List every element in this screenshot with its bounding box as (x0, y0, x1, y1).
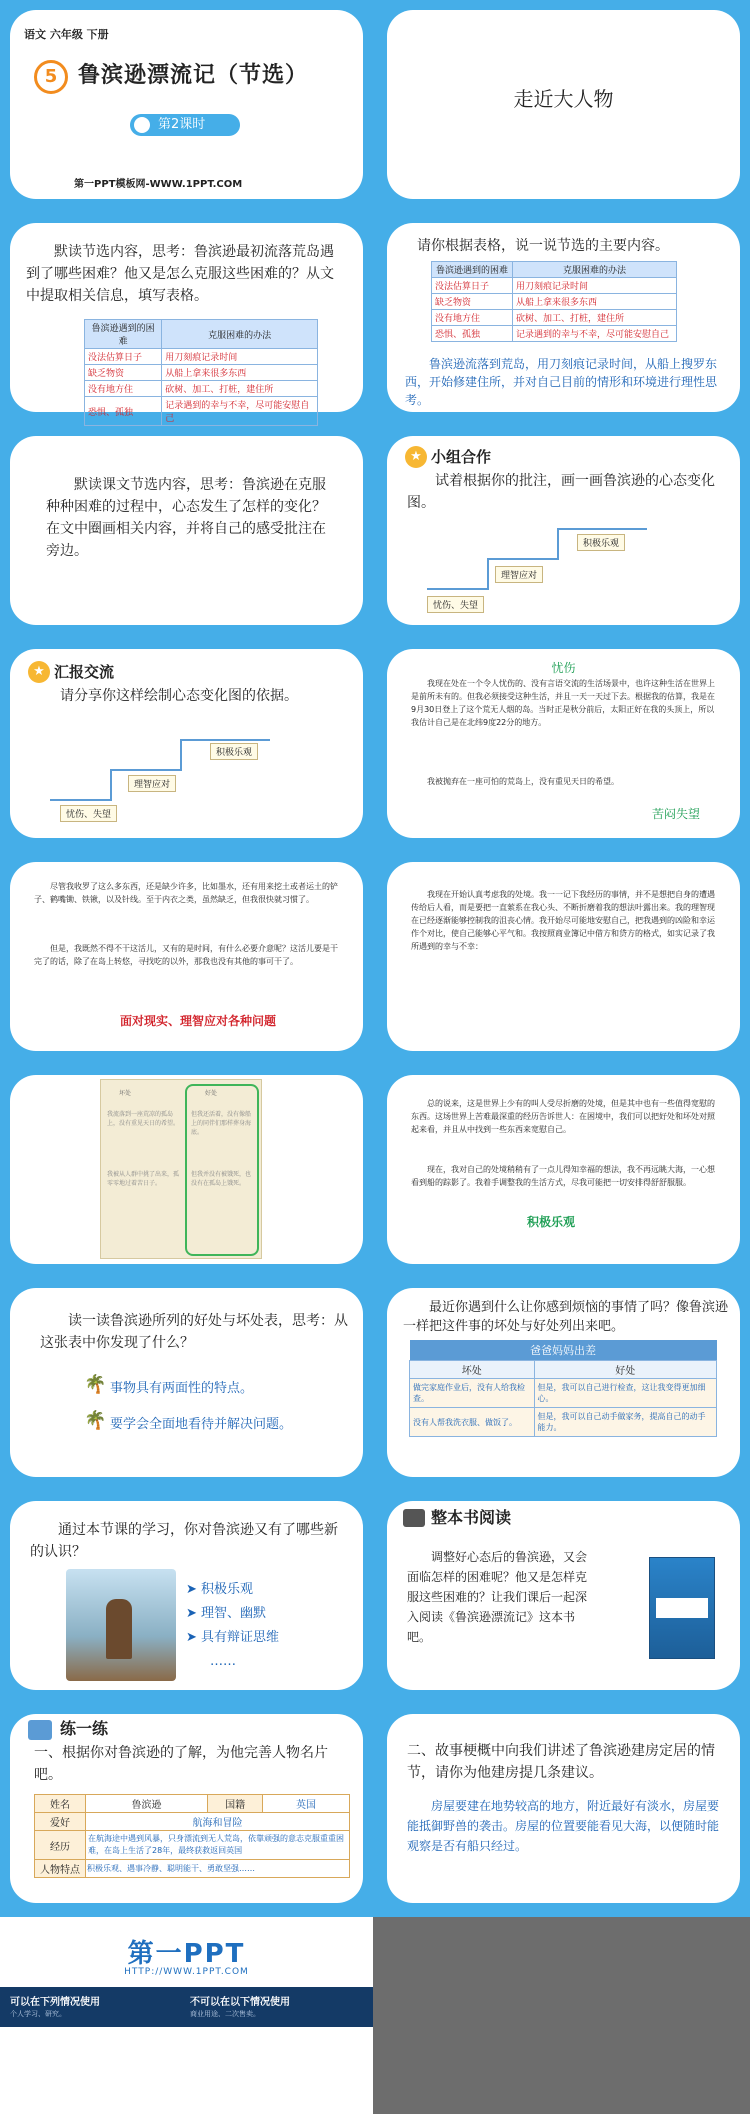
slide-14-prompt: 最近你遇到什么让你感到烦恼的事情了吗？像鲁滨逊一样把这件事的坏处与好处列出来吧。 (403, 1300, 729, 1334)
book-cell: 我流落到一座荒凉的孤岛上，没有重见天日的希望。 (107, 1111, 180, 1127)
bullet-item: 事物具有两面性的特点。 (110, 1381, 254, 1396)
annotation-tag: 积极乐观 (527, 1215, 576, 1229)
slide-14 (377, 1278, 750, 1487)
slide-15-card (10, 1501, 363, 1690)
slide-2-title: 走近大人物 (513, 87, 614, 111)
slide-11 (0, 1065, 373, 1274)
slide-3-card (10, 223, 363, 424)
mood-stair-diagram (427, 516, 667, 616)
table-cell: 用刀刻痕记录时间 (162, 349, 318, 365)
slide-13-prompt: 读一读鲁滨逊所列的好处与坏处表，思考：从这张表中你发现了什么？ (40, 1313, 348, 1351)
annotation-tag: 面对现实、理智应对各种问题 (120, 1014, 277, 1028)
table-header-row (432, 262, 677, 278)
slide-6-prompt: 试着根据你的批注，画一画鲁滨逊的心态变化图。 (407, 473, 715, 511)
table-cell: 但是，我可以自己动手做家务，提高自己的动手能力。 (534, 1408, 717, 1437)
pencil-icon (28, 1720, 52, 1740)
table-cell: 英国 (263, 1795, 350, 1813)
stair-line (487, 558, 489, 590)
pill-dot (134, 117, 150, 133)
stair-line (180, 739, 182, 771)
slide-1-card (10, 10, 363, 199)
bullet-item: 要学会全面地看待并解决问题。 (110, 1417, 293, 1432)
star-icon: ★ (405, 446, 427, 468)
table-cell: 做完家庭作业后，没有人给我检查。 (410, 1379, 535, 1408)
table-row (432, 294, 677, 310)
footer-url: HTTP://WWW.1PPT.COM (124, 1967, 249, 1977)
trait-text: 积极乐观 (201, 1582, 254, 1597)
slide-6 (377, 426, 750, 635)
slide-8-card (387, 649, 740, 838)
table-cell: 记录遇到的幸与不幸，尽可能安慰自己 (512, 326, 676, 342)
table-cell: 没法估算日子 (432, 278, 513, 294)
table-header: 好处 (534, 1361, 717, 1379)
stair-line (110, 769, 112, 801)
slide-12 (377, 1065, 750, 1274)
table-header: 鲁滨逊遇到的困难 (432, 262, 513, 278)
star-icon: ★ (28, 661, 50, 683)
slide-13 (0, 1278, 373, 1487)
lesson-title: 鲁滨逊漂流记（节选） (78, 63, 309, 88)
table-topic-row (410, 1340, 717, 1361)
slide-8 (377, 639, 750, 848)
pros-cons-table (409, 1340, 717, 1437)
table-cell: 用刀刻痕记录时间 (512, 278, 676, 294)
slide-17-question: 一、根据你对鲁滨逊的了解，为他完善人物名片吧。 (34, 1745, 328, 1783)
table-row (432, 326, 677, 342)
trait-item: ➤ 积极乐观 (186, 1582, 254, 1597)
table-row (432, 278, 677, 294)
slide-3-prompt: 默读节选内容，思考：鲁滨逊最初流落荒岛遇到了哪些困难？他又是怎么克服这些困难的？从文中提取相关信息，填写表格。 (26, 244, 334, 304)
slide-16-card (387, 1501, 740, 1690)
footer-slide (0, 1917, 373, 2114)
table-row (410, 1379, 717, 1408)
table-cell: 爱好 (35, 1813, 86, 1831)
table-row (410, 1408, 717, 1437)
stair-step: 理智应对 (128, 775, 176, 792)
slide-7-card (10, 649, 363, 838)
table-header: 克服困难的办法 (162, 320, 318, 349)
table-row (35, 1831, 350, 1860)
passage-paragraph: 尽管我收罗了这么多东西，还是缺少许多，比如墨水，还有用来挖土或者运土的铲子、鹤嘴锄、铁锹，以及针线。至于内衣之类，虽然缺乏，但我很快就习惯了。 (34, 882, 338, 904)
slide-7 (0, 639, 373, 848)
table-cell: 记录遇到的幸与不幸，尽可能安慰自己 (162, 397, 318, 426)
book-icon (403, 1509, 425, 1527)
slide-9 (0, 852, 373, 1061)
slide-8-title: 忧伤 (551, 661, 576, 675)
passage-paragraph: 但是，我既然不得不干这活儿，又有的是时间，有什么必要介意呢？这活儿要是干完了的话，除了在岛上转悠，寻找吃的以外，那我也没有其他的事可干了。 (34, 944, 338, 966)
slide-18-card (387, 1714, 740, 1903)
footer-left-sub: 个人学习、研究。 (10, 2010, 66, 2018)
blank-area (373, 1917, 750, 2114)
stair-step: 积极乐观 (577, 534, 625, 551)
slide-16-text: 调整好心态后的鲁滨逊，又会面临怎样的困难呢？他又是怎样克服这些困难的？让我们课后一起深入阅读《鲁滨逊漂流记》这本书吧。 (407, 1550, 588, 1644)
slide-9-card (10, 862, 363, 1051)
slide-16 (377, 1491, 750, 1700)
book-cover-image (649, 1557, 715, 1659)
stair-step: 忧伤、失望 (60, 805, 117, 822)
slide-6-card (387, 436, 740, 625)
stair-step: 理智应对 (495, 566, 543, 583)
slide-15-prompt: 通过本节课的学习，你对鲁滨逊又有了哪些新的认识？ (30, 1522, 338, 1560)
palm-tree-icon: 🌴 (84, 1410, 107, 1431)
table-header: 鲁滨逊遇到的困难 (85, 320, 162, 349)
slide-7-heading: 汇报交流 (54, 663, 115, 681)
table-cell: 砍树、加工、打桩，建住所 (162, 381, 318, 397)
table-cell: 没有地方住 (432, 310, 513, 326)
lesson-period-pill (130, 114, 240, 136)
slide-6-heading: 小组合作 (431, 448, 492, 466)
stair-line (180, 739, 270, 741)
table-header: 坏处 (410, 1361, 535, 1379)
trait-item: ➤ 具有辩证思维 (186, 1630, 280, 1645)
table-header-row (410, 1361, 717, 1379)
slide-18-answer: 房屋要建在地势较高的地方，附近最好有淡水，房屋要能抵御野兽的袭击。房屋的位置要能看见大海，以便随时能观察是否有船只经过。 (407, 1799, 720, 1853)
table-row (35, 1813, 350, 1831)
table-row (85, 397, 318, 426)
stair-line (487, 558, 557, 560)
stair-line (110, 769, 180, 771)
book-column-head: 坏处 (119, 1090, 132, 1097)
robinson-illustration (66, 1569, 176, 1681)
table-cell: 没有地方住 (85, 381, 162, 397)
slide-3 (0, 213, 373, 422)
book-column-head: 好处 (205, 1090, 218, 1097)
table-header-row (85, 320, 318, 349)
passage-paragraph: 现在，我对自己的处境稍稍有了一点儿得知幸福的想法，我不再远眺大海，一心想看到船的踪影了。我着手调整我的生活方式，尽我可能把一切安排得舒舒服服。 (411, 1165, 715, 1187)
trait-text: 具有辩证思维 (201, 1630, 280, 1645)
table-cell: 人物特点 (35, 1860, 86, 1878)
slide-17 (0, 1704, 373, 1913)
slide-5 (0, 426, 373, 635)
stair-line (557, 528, 647, 530)
slide-2 (377, 0, 750, 209)
table-cell: 鲁滨逊 (86, 1795, 208, 1813)
slide-13-card (10, 1288, 363, 1477)
stair-line (427, 588, 487, 590)
table-row (85, 349, 318, 365)
slide-10 (377, 852, 750, 1061)
difficulty-table (84, 319, 318, 426)
table-cell: 缺乏物资 (432, 294, 513, 310)
slide-4-prompt: 请你根据表格，说一说节选的主要内容。 (417, 238, 669, 254)
footer-panel (0, 1987, 373, 2114)
table-cell: 积极乐观、遇事冷静、聪明能干、勇敢坚强…… (86, 1860, 350, 1878)
footer-logo: 第一PPT (127, 1939, 246, 1969)
site-text: 第一PPT模板网-WWW.1PPT.COM (74, 179, 243, 190)
slide-5-prompt: 默读课文节选内容，思考：鲁滨逊在克服种种困难的过程中，心态发生了怎样的变化？在文中圈画相关内容，并将自己的感受批注在旁边。 (46, 477, 326, 559)
table-cell: 经历 (35, 1831, 86, 1860)
ellipsis-text: …… (210, 1654, 236, 1669)
trait-text: 理智、幽默 (201, 1606, 267, 1621)
table-row (35, 1795, 350, 1813)
slide-11-card (10, 1075, 363, 1264)
slide-12-card (387, 1075, 740, 1264)
table-cell: 砍树、加工、打桩，建住所 (512, 310, 676, 326)
stair-step: 忧伤、失望 (427, 596, 484, 613)
slide-17-heading: 练一练 (60, 1719, 109, 1738)
slide-1 (0, 0, 373, 209)
table-cell: 国籍 (208, 1795, 263, 1813)
table-row (35, 1860, 350, 1878)
passage-paragraph: 我现在开始认真考虑我的处境。我一一记下我经历的事情，并不是想把自身的遭遇传给后人看，而是要把一直萦系在我心头、不断折磨着我的想法叶露出来。我的理智现在已经逐渐能够控制我的沮丧心情。我开始尽可能地安慰自己，把我遇到的凶险和幸运作个对比，使自己能够心平气和。我按照商业簿记中借方和贷方的格式，如实记录了我所遇到的幸与不幸： (411, 890, 715, 951)
table-cell: 恐惧、孤独 (432, 326, 513, 342)
footer-left-heading: 可以在下列情况使用 (10, 1997, 100, 2008)
book-cell: 但我并没有被饿死，也没有在孤岛上饿死。 (191, 1171, 252, 1187)
character-card-table (34, 1794, 350, 1878)
stair-line (557, 528, 559, 560)
lesson-period: 第2课时 (158, 117, 206, 132)
book-page-image (100, 1079, 262, 1259)
table-row (85, 365, 318, 381)
table-cell: 航海和冒险 (86, 1813, 350, 1831)
slide-18-question: 二、故事梗概中向我们讲述了鲁滨逊建房定居的情节，请你为他建房提几条建议。 (407, 1743, 715, 1781)
slide-15 (0, 1491, 373, 1700)
table-cell: 姓名 (35, 1795, 86, 1813)
table-cell: 从船上拿来很多东西 (512, 294, 676, 310)
table-topic: 爸爸妈妈出差 (410, 1340, 717, 1361)
mood-stair-diagram (50, 727, 290, 827)
grade-label: 语文 六年级 下册 (24, 28, 109, 41)
slide-2-card (387, 10, 740, 199)
stair-step: 积极乐观 (210, 743, 258, 760)
footer-right-heading: 不可以在以下情况使用 (190, 1997, 290, 2008)
palm-tree-icon: 🌴 (84, 1374, 107, 1395)
footer-links-block (0, 2027, 373, 2114)
slide-4-card (387, 223, 740, 412)
book-cover-label (656, 1598, 708, 1618)
table-cell: 但是，我可以自己进行检查，这让我变得更加细心。 (534, 1379, 717, 1408)
slide-5-card (10, 436, 363, 625)
lesson-number: 5 (44, 66, 58, 87)
figure-shape (106, 1599, 132, 1659)
table-cell: 缺乏物资 (85, 365, 162, 381)
annotation-tag: 苦闷失望 (651, 807, 700, 821)
table-row (432, 310, 677, 326)
book-cell: 我被从人群中挑了出来，孤零零地过着苦日子。 (107, 1171, 180, 1187)
slide-14-card (387, 1288, 740, 1477)
summary-text: 鲁滨逊流落到荒岛，用刀刻痕记录时间，从船上搜罗东西，开始修建住所，并对自己目前的情形和环境进行理性思考。 (405, 357, 718, 407)
table-cell: 没法估算日子 (85, 349, 162, 365)
table-row (85, 381, 318, 397)
table-cell: 没有人帮我洗衣服、做饭了。 (410, 1408, 535, 1437)
slide-18 (377, 1704, 750, 1913)
table-cell: 从船上拿来很多东西 (162, 365, 318, 381)
lesson-number-badge (34, 60, 68, 94)
stair-line (50, 799, 110, 801)
table-header: 克服困难的办法 (512, 262, 676, 278)
slide-4 (377, 213, 750, 422)
footer-right-sub: 商业用途、二次售卖。 (190, 2010, 260, 2018)
passage-paragraph: 我现在处在一个令人忧伤的、没有言语交流的生活场景中，也许这种生活在世界上是前所未有的。但我必须接受这种生活，并且一天一天过下去。根据我的估算，我是在 9月30日登上了这个荒无人烟的岛。当时正是秋分前后，太阳正好在我的头顶上，所以我估计自己是在北纬9度22分的地方。 (411, 679, 715, 727)
slide-17-card (10, 1714, 363, 1903)
passage-paragraph: 总的说来，这是世界上少有的叫人受尽折磨的处境，但是其中也有一些值得宽慰的东西。这场世界上苦难最深重的经历告诉世人：在困境中，我们可以把好处和坏处对照起来看，并且从中找到一些东西来宽慰自己。 (411, 1099, 715, 1134)
slide-16-heading: 整本书阅读 (431, 1508, 512, 1527)
book-cell: 但我还活着，没有像船上的同伴们那样葬身海底。 (191, 1111, 252, 1136)
passage-paragraph: 我被抛弃在一座可怕的荒岛上，没有重见天日的希望。 (427, 777, 619, 786)
slide-10-card (387, 862, 740, 1051)
table-cell: 在航海途中遇到风暴，只身漂流到无人荒岛，依靠顽强的意志克服重重困难，在岛上生活了28年，最终获救返回英国 (86, 1831, 350, 1860)
difficulty-table-copy (431, 261, 677, 342)
slide-7-prompt: 请分享你这样绘制心态变化图的依据。 (60, 688, 298, 704)
table-cell: 恐惧、孤独 (85, 397, 162, 426)
trait-item: ➤ 理智、幽默 (186, 1606, 267, 1621)
